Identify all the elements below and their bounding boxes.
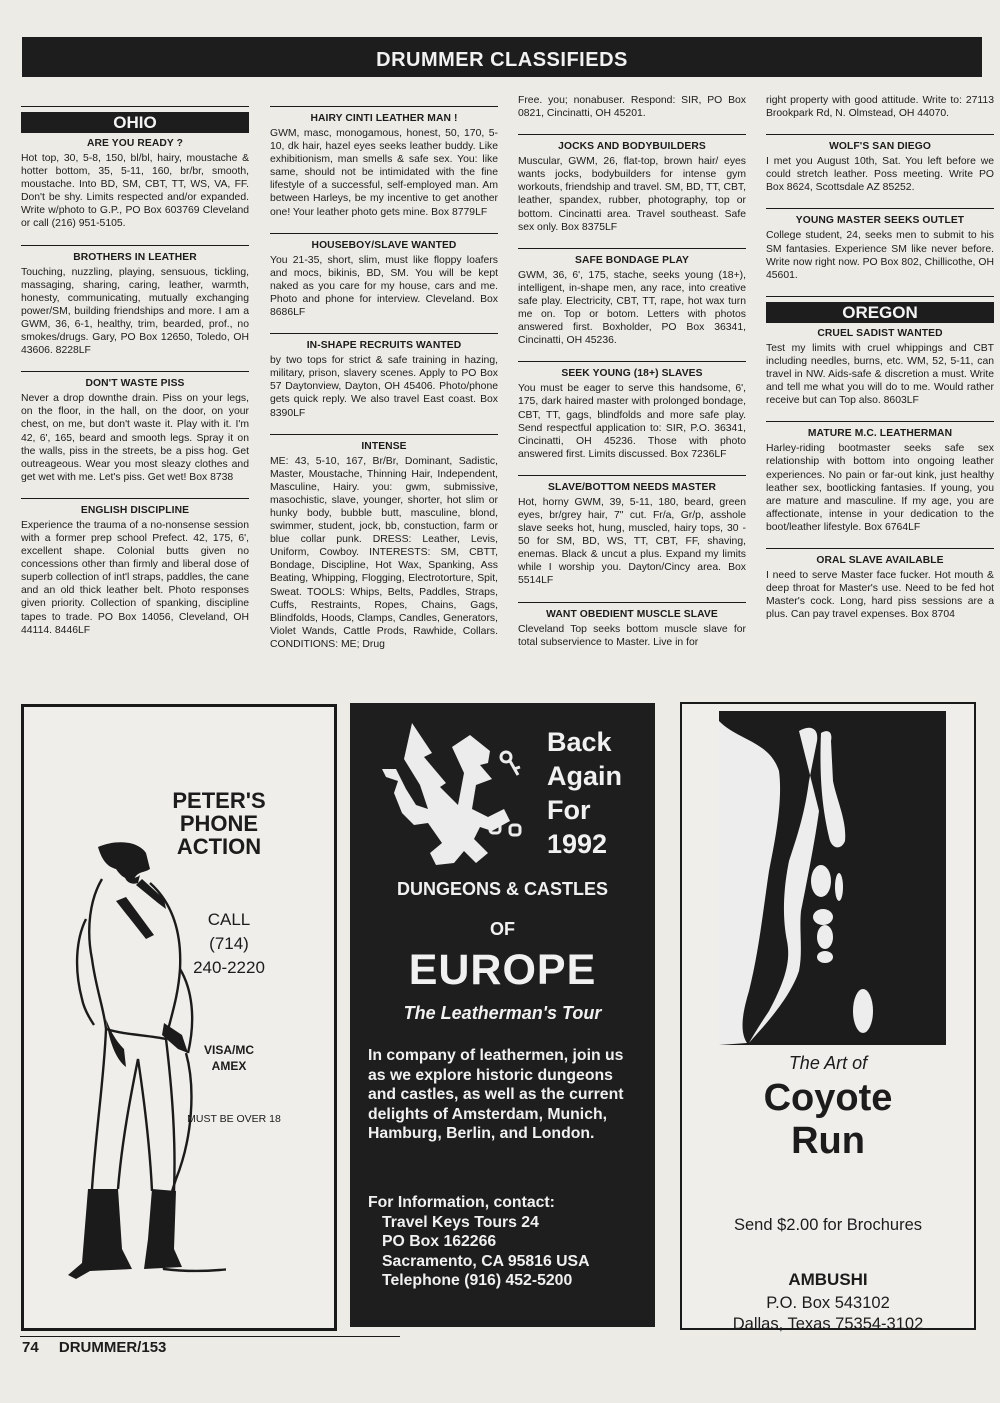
ad-title: INTENSE: [361, 440, 407, 452]
ad-title: WOLF'S SAN DIEGO: [829, 141, 931, 153]
display-ad-coyote-run: [680, 702, 976, 1333]
ad-body: ME: 43, 5-10, 167, Br/Br, Dominant, Sadistic, Master, Moustache, Thinning Hair, Independent, Masculine, Hairy. you: gwm, submissive, masochistic, slave, younger, shorter, hot slim or hunky body, bubble butt, masculine, blond, swimmer, student, jock, bb, constuction, farm or blue collar punk. DRESS: Leather, Levis, Uniform, Cowboy. INTERESTS: SM, CBTT, Bondage, Discipline, Hot Wax, Spanking, Ass Beating, Whipping, Flogging, Electrotorture, Spit, Sweat. TOOLS: Whips, Belts, Paddles, Straps, Cuffs, Restraints, Ropes, Chains, Gags, Blindfolds, Hoods, Clamps, Candles, Generators, Violet Wands, Cattle Prods, Rawhide, Collars. CONDITIONS: ME; Drug: [270, 455, 498, 650]
divider: [766, 296, 994, 297]
classified-ad: [21, 377, 249, 484]
classified-ad: [21, 137, 249, 231]
phone-number: [174, 908, 284, 980]
ad-title: [682, 1077, 974, 1163]
ad-title: SEEK YOUNG (18+) SLAVES: [561, 368, 703, 380]
ad-title: ENGLISH DISCIPLINE: [80, 504, 190, 516]
contact-line: Sacramento, CA 95816 USA: [382, 1252, 590, 1270]
ad-title: SAFE BONDAGE PLAY: [574, 254, 690, 266]
ad-body: Hot top, 30, 5-8, 150, bl/bl, hairy, moustache & hotter bottom, 35, 5-11, 160, br/br, smooth, moustache. Into BD, SM, CBT, TT, WS, VA, FF. Don't be shy. Limits respected and/or expanded. Write w/photo to G.P., PO Box 603769 Cleveland or call (216) 951-5105.: [21, 153, 249, 230]
ad-body: You must be eager to serve this handsome, 6', 175, dark haired master with prolonged bondage, CBT, TT, gags, blindfolds and more safe play. Send respectful application to: SIR, P.O. 36341, Cincinatti, OH 45236. Those with photo answered first. Limits discussed. Box 7236LF: [518, 383, 746, 460]
headline-line: Back: [547, 727, 612, 757]
classified-ad: [21, 251, 249, 358]
ad-body: Cleveland Top seeks bottom muscle slave for total subservience to Master. Live in for: [518, 623, 746, 648]
ad-title: ORAL SLAVE AVAILABLE: [816, 554, 944, 566]
publication-issue: DRUMMER/153: [58, 1339, 167, 1356]
ad-title: CRUEL SADIST WANTED: [817, 327, 943, 339]
mailing-address: [682, 1293, 974, 1335]
divider: [766, 548, 994, 549]
ad-title: HAIRY CINTI LEATHER MAN !: [310, 113, 458, 124]
title-line: ACTION: [176, 834, 262, 859]
divider: [518, 602, 746, 603]
silhouette-photo: [719, 711, 946, 1045]
tagline: The Leatherman's Tour: [403, 1003, 602, 1023]
ad-title: HOUSEBOY/SLAVE WANTED: [311, 239, 457, 251]
company-name: AMBUSHI: [788, 1270, 868, 1289]
classified-ad: [518, 608, 746, 649]
ad-body: Never a drop downthe drain. Piss on your legs, on the floor, in the hall, on the door, on your chest, on me, but don't waste it. Play with it. I'm 42, 6', 165, beard and smooth legs. Spray it on the walls, piss in the streets, be a piss hog. Get outreageous. Wear you most sleazy clothes and get wet with me. Let's piss. Get wet! Box 8738: [21, 393, 249, 483]
display-ad-peters-phone-action: [21, 704, 337, 1331]
classified-ad: [766, 140, 994, 194]
tour-name-line: DUNGEONS & CASTLES: [396, 879, 609, 899]
divider: [518, 361, 746, 362]
classified-ad: [766, 214, 994, 281]
divider: [518, 248, 746, 249]
classified-ad: [766, 427, 994, 534]
ad-body: I need to serve Master face fucker. Hot mouth & deep throat for Master's use. Need to be fed hot Master's cock. Long, hard piss sessions are a plus. Can pay travel expenses. Box 8704: [766, 569, 994, 621]
ad-body: I met you August 10th, Sat. You left before we could stretch leather. Poss meeting. Write PO Box 8624, Scottsdale AZ 85252.: [766, 156, 994, 194]
divider: [766, 208, 994, 209]
headline-line: For: [547, 795, 591, 825]
payment-line: AMEX: [211, 1059, 247, 1073]
column-4: [766, 88, 994, 694]
classified-ad: [518, 140, 746, 234]
contact-line: PO Box 162266: [382, 1233, 497, 1250]
address-line: P.O. Box 543102: [766, 1294, 890, 1312]
payment-line: VISA/MC: [203, 1043, 254, 1057]
classified-ad: [518, 367, 746, 461]
divider: [21, 106, 249, 107]
classified-ad: [270, 112, 498, 219]
ad-body: Harley-riding bootmaster seeks safe sex relationship with bottom into ongoing leather experiences. No pain or far-out kink, just healthy leather sex, bootlicking fantasies. If young, you are mature and masculine. If my age, you are affectionate, intense in your dedication to the boot/leather lifestyle. Box 6764LF: [766, 443, 994, 533]
section-masthead: DRUMMER CLASSIFIEDS: [22, 37, 982, 77]
headline: [547, 725, 622, 861]
contact-line: Travel Keys Tours 24: [382, 1213, 539, 1231]
divider: [21, 498, 249, 499]
ad-title: [144, 789, 294, 858]
divider: [766, 134, 994, 135]
headline-line: 1992: [547, 829, 608, 859]
ad-body: You 21-35, short, slim, must like floppy loafers and mocs, bikinis, BD, SM. You will be kept naked as you care for my house, cars and me. Photo and phone for interview. Cleveland. Box 8686LF: [270, 254, 498, 319]
ad-title: IN-SHAPE RECRUITS WANTED: [306, 340, 462, 352]
ad-body: by two tops for strict & safe training in hazing, military, prison, slavery scenes. Apply to PO Box 57 Daytonview, Dayton, OH 45406. Photo/phone gets quick reply. We also travel East coast. Box 8390LF: [270, 355, 498, 419]
ad-body: Hot, horny GWM, 39, 5-11, 180, beard, green eyes, br/grey hair, 7" cut. Fr/a, Gr/p, asshole slave seeks hot, hung, muscled, hairy tops, 30 - 50 for SM, BD, WS, TT, CBT, FF, shaving, enemas. Black & uncut a plus. Expand my limits while I worship you. Dayton/Cincy area. Box 5514LF: [518, 496, 746, 587]
divider: [270, 333, 498, 334]
divider: [270, 434, 498, 435]
column-1: [21, 88, 249, 694]
ad-title: JOCKS AND BODYBUILDERS: [558, 141, 706, 153]
footer-divider: [20, 1336, 400, 1337]
divider: [766, 421, 994, 422]
ad-title: WANT OBEDIENT MUSCLE SLAVE: [546, 608, 718, 620]
classified-ad: [518, 481, 746, 588]
call-label: CALL: [207, 910, 251, 929]
ad-continuation: Free. you; nonabuser. Respond: SIR, PO Box 0821, Cincinatti, OH 45201.: [518, 95, 746, 120]
griffin-emblem-icon: [372, 713, 547, 883]
divider: [270, 233, 498, 234]
title-line: PETER'S: [172, 788, 266, 813]
payment-methods: [174, 1042, 284, 1074]
state-heading-oregon: OREGON: [766, 302, 994, 323]
classified-ad: [21, 504, 249, 637]
ad-title: ARE YOU READY ?: [86, 138, 184, 149]
brochure-offer: Send $2.00 for Brochures: [733, 1216, 923, 1234]
ad-body: Experience the trauma of a no-nonsense session with a former prep school Prefect. 42, 175, 6', excellent shape. Colonial butts given no concessions other than firmly and liberal dose of superb collection of int'l straps, paddles, the cane and an old thick leather belt. Photo responses given priority. Collection of spanking, discipline tapes to trade. PO Box 14056, Cleveland, OH 44114. 8446LF: [21, 519, 249, 636]
address-line: Dallas, Texas 75354-3102: [732, 1315, 924, 1333]
page-footer: [22, 1339, 166, 1356]
contact-info: [368, 1193, 648, 1291]
divider: [21, 245, 249, 246]
tour-description: In company of leathermen, join us as we explore historic dungeons and castles, as well as the current delights of Amsterdam, Munich, Hamburg, Berlin, and London.: [368, 1047, 624, 1142]
column-3: [518, 88, 746, 694]
classified-ad: [518, 254, 746, 348]
area-code: (714): [209, 934, 249, 953]
ad-body: Test my limits with cruel whippings and CBT including needles, burns, etc. WM, 52, 5-11, can travel in NW. Aids-safe & discretion a must. Write and tell me what you will do to me. Would rather receive but can Top also. 8603LF: [766, 342, 994, 407]
classified-ad: [766, 554, 994, 621]
classified-ad: [766, 327, 994, 407]
divider: [518, 475, 746, 476]
column-2: [270, 88, 498, 694]
ad-title: MATURE M.C. LEATHERMAN: [807, 428, 953, 440]
figure-silhouette-image: [719, 711, 946, 1045]
age-notice: MUST BE OVER 18: [187, 1113, 281, 1125]
state-heading-ohio: OHIO: [21, 112, 249, 133]
display-ad-dungeons-castles-europe: [350, 703, 655, 1327]
tour-name-line: OF: [490, 919, 515, 939]
classified-ad: [270, 239, 498, 319]
ad-title: YOUNG MASTER SEEKS OUTLET: [795, 215, 965, 227]
headline-line: Again: [547, 761, 623, 791]
classified-ad: [270, 440, 498, 651]
divider: [518, 134, 746, 135]
ad-body: Touching, nuzzling, playing, sensuous, tickling, massaging, sharing, caring, leather, warmth, honesty, communicating, mutually exchanging power/SM, building friendships and more. I am a GWM, 36, 6-1, healthy, trim, bearded, prof., no smokes/drugs. Gary, PO Box 12650, Toledo, OH 43606. 8228LF: [21, 266, 249, 357]
title-line: Coyote: [763, 1077, 893, 1119]
ad-continuation: right property with good attitude. Write to: 27113 Brookpark Rd, N. Olmstead, OH 44070.: [766, 95, 994, 120]
ad-body: Muscular, GWM, 26, flat-top, brown hair/ eyes wants jocks, bodybuilders for intense gym workouts, friendship and travel. SM, BD, TT, CBT, leather, spandex, rubber, photography, top or bottom. Cincinatti area. Travel southeast. Safe sex only. Box 8375LF: [518, 156, 746, 233]
title-line: PHONE: [179, 811, 259, 836]
tour-name-europe: EUROPE: [408, 946, 597, 994]
page-number: 74: [22, 1339, 39, 1356]
contact-line: Telephone (916) 452-5200: [382, 1272, 573, 1289]
ad-title: SLAVE/BOTTOM NEEDS MASTER: [547, 481, 717, 493]
contact-heading: For Information, contact:: [368, 1194, 555, 1211]
ad-title: BROTHERS IN LEATHER: [73, 251, 197, 263]
ad-body: GWM, masc, monogamous, honest, 50, 170, 5-10, dk hair, hazel eyes seeks leather buddy. Like exhibitionism, man smells & safe sex. You: like same, should not be intimidated with the fine lifestyle of a successful, self-employed man. Am between Harleys, be my incentive to get another one! Your leather photo gets mine. Box 8779LF: [270, 128, 498, 218]
ad-body: College student, 24, seeks men to submit to his SM fantasies. Experience SM like never before. Write now right now. PO Box 802, Chillicothe, OH 45601.: [766, 230, 994, 281]
ad-title: DON'T WASTE PISS: [85, 378, 185, 390]
divider: [21, 371, 249, 372]
ad-body: GWM, 36, 6', 175, stache, seeks young (18+), intelligent, in-shape men, any race, into creative safe play. Electricity, CBT, TT, rape, hot wax turn me on. Top or botom. Letters with photos answered first. Boxholder, PO Box 36341, Cincinatti, OH 45236.: [518, 269, 746, 347]
ad-intro: The Art of: [788, 1053, 868, 1073]
title-line: Run: [791, 1120, 865, 1162]
phone-digits: 240-2220: [193, 958, 265, 977]
divider: [270, 106, 498, 107]
classified-ad: [270, 339, 498, 419]
